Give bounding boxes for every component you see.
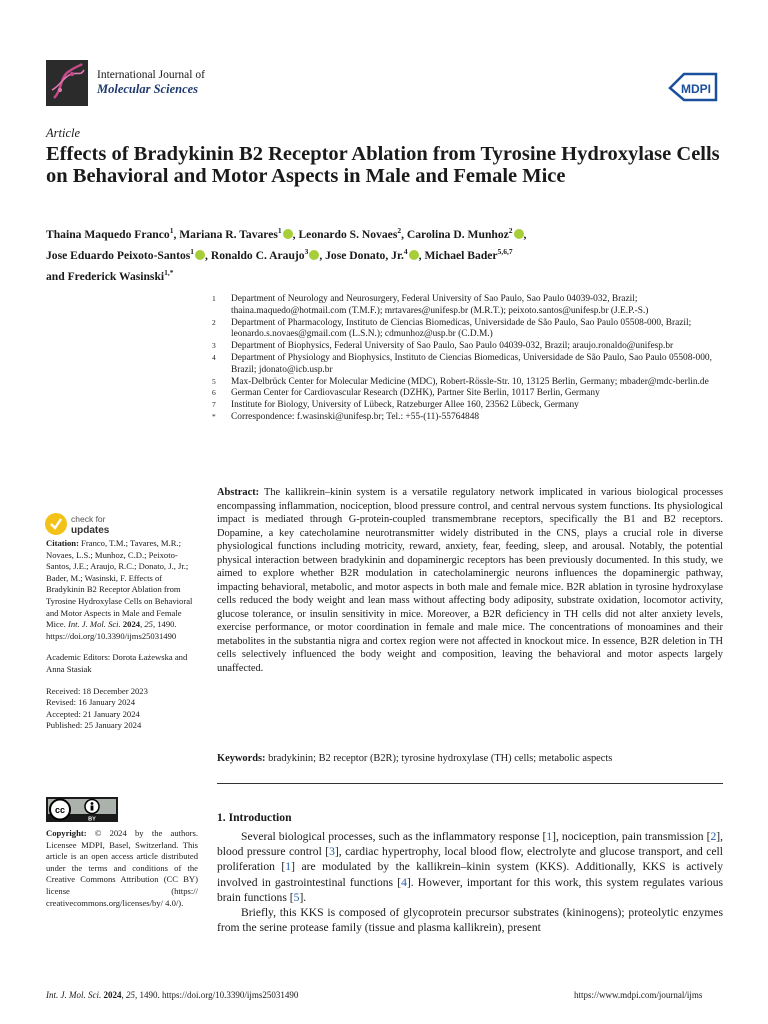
- received-date: Received: 18 December 2023: [46, 685, 148, 696]
- author-affiliation-sup: 5,6,7: [497, 246, 513, 256]
- affiliation-text: Department of Physiology and Biophysics, Instituto de Ciencias Biomedicas, Universidade de São Paulo, Sao Paulo 05508-000, Brazil; jdonato@icb.usp.br: [231, 352, 712, 375]
- citation-ref-link[interactable]: 1: [546, 830, 553, 843]
- orcid-icon[interactable]: [309, 250, 319, 260]
- intro-text: ].: [299, 890, 307, 904]
- author-separator: ,: [292, 227, 299, 241]
- intro-text: ], blood pressure control [: [217, 830, 723, 859]
- check-for-updates-button[interactable]: [44, 510, 129, 538]
- accepted-date: Accepted: 21 January 2024: [46, 708, 140, 719]
- footer-year: 2024: [103, 990, 122, 1000]
- citation-text: Franco, T.M.; Tavares, M.R.; Novaes, L.S.; Munhoz, C.D.; Peixoto-Santos, J.E.; Araujo, R.C.; Donato, J., Jr.; Bader, M.; Wasinski, F. Effects of Bradykinin B2 Receptor Ablation from Tyrosine Hydroxylase Cells on Behavioral and Motor Aspects in Male and Female Mice.: [46, 538, 193, 630]
- footer-journal-url[interactable]: https://www.mdpi.com/journal/ijms: [574, 990, 703, 1000]
- article-title: Effects of Bradykinin B2 Receptor Ablation from Tyrosine Hydroxylase Cells on Behavioral and Motor Aspects in Male and Female Mice: [46, 143, 720, 187]
- mdpi-logo-text: MDPI: [681, 82, 711, 96]
- orcid-icon[interactable]: [283, 229, 293, 239]
- mdpi-logo-icon: [664, 70, 722, 106]
- author-name[interactable]: and Frederick Wasinski: [46, 269, 165, 283]
- citation-journal: Int. J. Mol. Sci.: [67, 619, 121, 630]
- affiliation-item: [212, 412, 732, 424]
- author-name[interactable]: Jose Donato, Jr.: [325, 248, 404, 262]
- copyright-label: Copyright:: [46, 828, 87, 838]
- orcid-icon[interactable]: [195, 250, 205, 260]
- academic-editors: Academic Editors: Dorota Łażewska and Anna Stasiak: [46, 652, 188, 674]
- abstract-label: Abstract:: [217, 487, 260, 498]
- intro-text: ], cardiac hypertrophy, local blood flow, electrolyte and glucose transport, and cell proliferation [: [217, 845, 723, 874]
- orcid-icon[interactable]: [409, 250, 419, 260]
- journal-logo-icon: [46, 60, 88, 106]
- affiliation-number: 3: [212, 341, 216, 351]
- citation-volume: 25: [144, 619, 153, 630]
- affiliation-number: *: [212, 411, 216, 421]
- citation-year: 2024: [122, 619, 141, 630]
- author-affiliation-sup: 4: [403, 246, 408, 256]
- citation-ref-link[interactable]: 5: [293, 890, 300, 904]
- author-name[interactable]: Jose Eduardo Peixoto-Santos: [46, 248, 191, 262]
- affiliation-item: [212, 318, 732, 342]
- citation-doi-link[interactable]: , 1490. https://doi.org/10.3390/ijms25031490: [46, 619, 177, 641]
- footer-doi-link[interactable]: , 1490. https://doi.org/10.3390/ijms25031490: [135, 990, 299, 1000]
- author-name[interactable]: Carolina D. Munhoz: [406, 227, 509, 241]
- check-updates-line2: updates: [71, 525, 110, 536]
- affiliation-text: Correspondence: f.wasinski@unifesp.br; Tel.: +55-(11)-55764848: [231, 411, 480, 422]
- author-affiliation-sup: 2: [508, 226, 513, 235]
- copyright-text: © 2024 by the authors. Licensee MDPI, Basel, Switzerland. This article is an open access article distributed under the terms and conditions of the Creative Commons Attribution (CC BY) license (https:// creativecommons.org/licenses/by/ 4.0/).: [46, 828, 198, 908]
- footer-journal: Int. J. Mol. Sci.: [46, 990, 102, 1000]
- cc-by-license-icon[interactable]: [46, 797, 118, 822]
- affiliation-text: German Center for Cardiovascular Research (DZHK), Partner Site Berlin, 10117 Berlin, Germany: [231, 388, 600, 399]
- section-heading-introduction: 1. Introduction: [217, 811, 292, 824]
- keywords: [217, 752, 723, 766]
- cc-label: cc: [54, 805, 66, 815]
- affiliation-text: Department of Biophysics, Federal University of Sao Paulo, Sao Paulo 04039-032, Brazil; araujo.ronaldo@unifesp.br: [231, 341, 674, 352]
- keywords-text: bradykinin; B2 receptor (B2R); tyrosine hydroxylase (TH) cells; metabolic aspects: [268, 753, 613, 764]
- affiliations: [212, 294, 732, 424]
- journal-name-line1: International Journal of: [97, 69, 205, 81]
- published-date: Published: 25 January 2024: [46, 720, 142, 731]
- copyright-notice: [46, 828, 198, 909]
- affiliation-number: 5: [212, 376, 216, 386]
- check-updates-line1: check for: [71, 514, 106, 524]
- affiliation-number: 2: [212, 317, 216, 327]
- citation-ref-link[interactable]: 4: [401, 875, 407, 889]
- journal-name: [97, 68, 205, 96]
- author-list: [46, 222, 736, 285]
- author-name[interactable]: Leonardo S. Novaes: [298, 227, 398, 241]
- author-separator: ,: [205, 248, 211, 262]
- affiliation-item: [212, 400, 732, 412]
- revised-date: Revised: 16 January 2024: [46, 697, 136, 708]
- author-name[interactable]: Ronaldo C. Araujo: [210, 248, 305, 262]
- article-sidebar: [46, 538, 196, 732]
- author-affiliation-sup: 1,*: [164, 267, 174, 277]
- affiliation-number: 1: [212, 294, 216, 303]
- orcid-icon[interactable]: [514, 229, 524, 239]
- author-name[interactable]: Michael Bader: [424, 248, 498, 262]
- affiliation-text: Department of Neurology and Neurosurgery, Federal University of Sao Paulo, Sao Paulo 04039-032, Brazil; thaina.maquedo@hotmail.com (T.M.F.); mrtavares@unifesp.br (M.R.T.); peixoto.santos@unifesp.br (J.E.P.-S.): [231, 294, 649, 316]
- keywords-label: Keywords:: [217, 753, 266, 764]
- author-affiliation-sup: 1: [169, 226, 174, 235]
- abstract: [217, 486, 723, 675]
- author-name[interactable]: Thaina Maquedo Franco: [46, 227, 170, 241]
- author-separator: ,: [319, 248, 326, 262]
- intro-text: Several biological processes, such as the inflammatory response [: [241, 830, 547, 843]
- author-separator: ,: [401, 227, 407, 241]
- affiliation-text: Max-Delbrück Center for Molecular Medicine (MDC), Robert-Rössle-Str. 10, 13125 Berlin, Germany; mbader@mdc-berlin.de: [231, 376, 709, 387]
- citation-label: Citation:: [46, 538, 79, 548]
- intro-paragraph: [217, 829, 723, 905]
- author-affiliation-sup: 1: [277, 226, 282, 235]
- author-affiliation-sup: 1: [190, 246, 195, 256]
- abstract-text: The kallikrein–kinin system is a versatile regulatory network implicated in various biological processes encompassing inflammation, nociception, blood pressure control, and central nervous system functions. Its physiological impact is mediated through G-protein-coupled transmembrane receptors, specifically the B1 and B2 receptors. Dopamine, a key catecholamine neurotransmitter widely distributed in the CNS, plays a crucial role in diverse physiological functions including motricity, reward, anxiety, fear, feeding, sleep, and arousal. Notably, the potential physical interaction between bradykinin and dopaminergic receptors has been previously documented. In this study, we aimed to explore whether B2R modulation in catecholaminergic neurons influences the dopaminergic pathway, impacting behavioral, metabolic, and motor aspects in both male and female mice. B2R ablation in tyrosine hydroxylase cells reduced the body weight and lean mass without affecting body adiposity, substrate oxidation, locomotor activity, glucose tolerance, or insulin sensitivity in mice. Moreover, a B2R deficiency in TH cells did not alter anxiety levels, exercise performance, or motor coordination in female and male mice. The concentrations of monoamines and their metabolites in the substantia nigra and cortex region were not affected in knockout mice. In essence, B2R deletion in TH cells selectively influenced the body weight and composition, leaving the behavioral and motor aspects largely unaffected.: [217, 487, 723, 674]
- affiliation-item: [212, 388, 732, 400]
- intro-text: ], nociception, pain transmission [: [552, 830, 711, 843]
- footer-volume: 25: [126, 990, 135, 1000]
- citation-block: Citation: Franco, T.M.; Tavares, M.R.; Novaes, L.S.; Munhoz, C.D.; Peixoto-Santos, J.E.; Araujo, R.C.; Donato, J., Jr.; Bader, M.; Wasinski, F. Effects of Bradykinin B2 Receptor Ablation from Tyrosine Hydroxylase Cells on Behavioral and Motor Aspects in Male and Female Mice. Int. J. Mol. Sci. 2024, 25, 1490. https://doi.org/10.3390/ijms25031490: [46, 538, 193, 641]
- citation-ref-link[interactable]: 1: [285, 860, 292, 874]
- author-affiliation-sup: 3: [304, 246, 309, 256]
- footer-citation: Int. J. Mol. Sci. 2024, 25, 1490. https://doi.org/10.3390/ijms25031490: [46, 990, 299, 1000]
- intro-text: ] are modulated by the kallikrein–kinin system (KKS). Additionally, KKS is actively involved in gastrointestinal functions [: [217, 860, 723, 889]
- check-updates-icon: [45, 513, 67, 535]
- affiliation-number: 6: [212, 388, 216, 398]
- cc-by-label: BY: [88, 816, 96, 822]
- citation-ref-link[interactable]: 3: [329, 845, 335, 859]
- affiliation-item: [212, 341, 732, 353]
- intro-text: ]. However, important for this work, this system regulates various brain functions [: [217, 875, 723, 904]
- affiliation-number: 4: [212, 352, 216, 362]
- affiliation-text: Institute for Biology, University of Lübeck, Ratzeburger Allee 160, 23562 Lübeck, Germany: [231, 400, 579, 411]
- affiliation-number: 7: [212, 400, 216, 410]
- affiliation-text: Department of Pharmacology, Instituto de Ciencias Biomedicas, Universidade de São Paulo, Sao Paulo 05508-000, Brazil; leonardo.s.novaes@gmail.com (L.S.N.); cdmunhoz@usp.br (C.D.M.): [231, 317, 692, 340]
- author-name[interactable]: Mariana R. Tavares: [179, 227, 278, 241]
- author-separator: ,: [418, 248, 425, 262]
- affiliation-item: [212, 353, 732, 377]
- citation-ref-link[interactable]: 2: [710, 830, 717, 843]
- intro-paragraph: Briefly, this KKS is composed of glycoprotein precursor substrates (kininogens); proteolytic enzymes from the serine protease family (tissue and plasma kallikrein), present: [217, 906, 723, 935]
- section-divider: [217, 783, 723, 784]
- affiliation-item: [212, 377, 732, 389]
- affiliation-item: [212, 294, 732, 318]
- author-separator: ,: [523, 227, 527, 241]
- author-affiliation-sup: 2: [397, 226, 402, 235]
- introduction-body: [217, 829, 723, 935]
- article-type: Article: [46, 126, 81, 140]
- author-separator: ,: [173, 227, 180, 241]
- journal-name-line2: Molecular Sciences: [97, 82, 199, 96]
